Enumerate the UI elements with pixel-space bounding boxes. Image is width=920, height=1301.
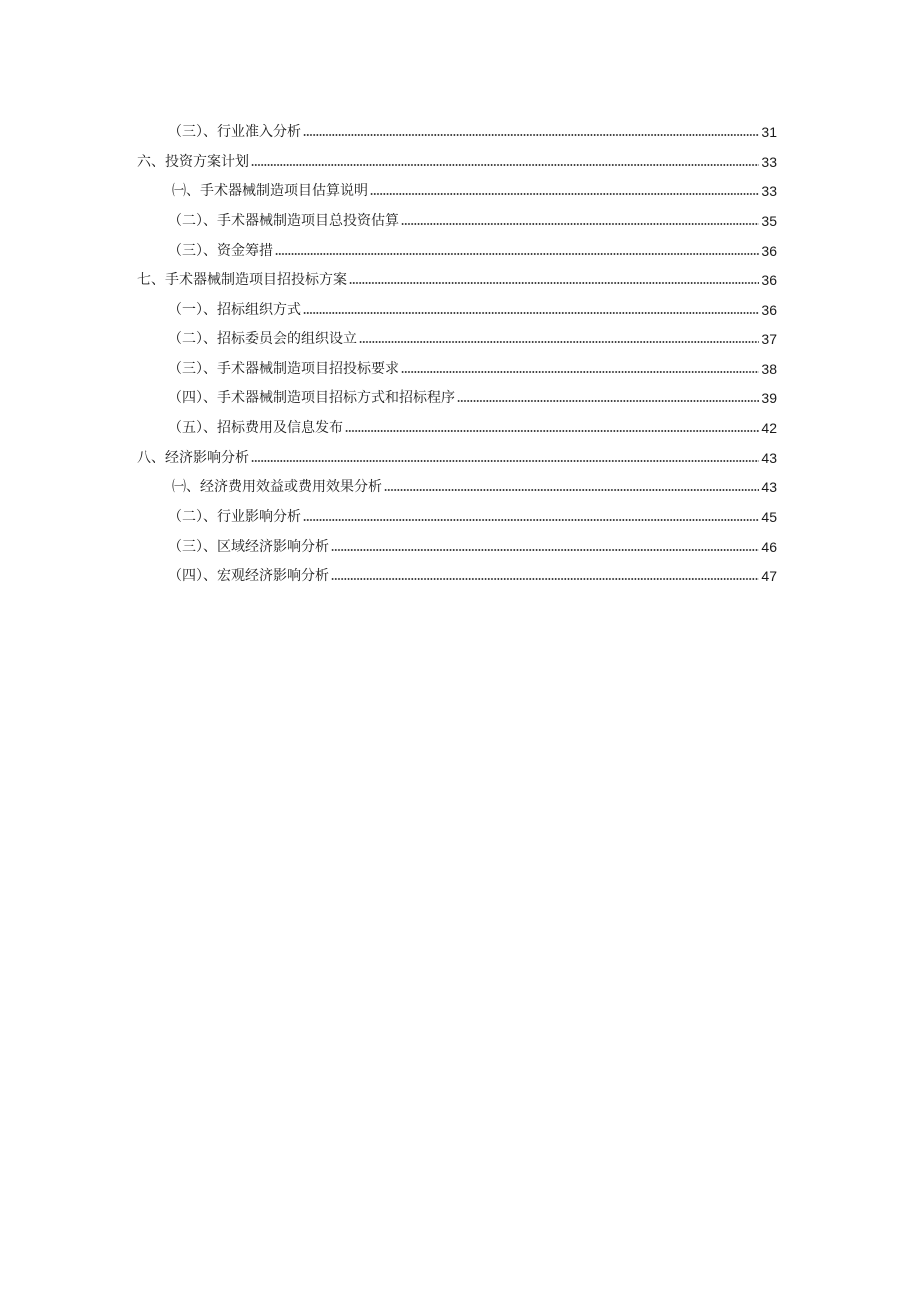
toc-entry-page: 35 (761, 213, 777, 229)
toc-leader-dots (251, 459, 759, 463)
toc-entry-title: （二）、招标委员会的组织设立 (168, 331, 357, 347)
toc-entry-page: 36 (761, 302, 777, 318)
toc-entry-page: 31 (761, 124, 777, 140)
toc-entry[interactable] (168, 238, 777, 260)
toc-leader-dots (331, 577, 759, 581)
toc-leader-dots (359, 340, 759, 344)
toc-entry-page: 45 (761, 509, 777, 525)
toc-entry-title: （二）、行业影响分析 (168, 509, 301, 525)
toc-leader-dots (303, 133, 759, 137)
toc-entry-page: 36 (761, 272, 777, 288)
toc-entry-title: （三）、手术器械制造项目招投标要求 (168, 361, 399, 377)
toc-entry[interactable] (137, 267, 777, 289)
toc-leader-dots (251, 163, 759, 167)
toc-leader-dots (370, 192, 759, 196)
toc-entry-title: （五）、招标费用及信息发布 (168, 420, 343, 436)
toc-entry-title: （二）、手术器械制造项目总投资估算 (168, 213, 399, 229)
toc-entry[interactable] (168, 119, 777, 141)
toc-entry-title: （三）、资金筹措 (168, 243, 273, 259)
toc-leader-dots (384, 488, 759, 492)
toc-entry-title: （三）、行业准入分析 (168, 124, 301, 140)
toc-entry[interactable] (137, 445, 777, 467)
toc-leader-dots (401, 222, 759, 226)
toc-leader-dots (401, 370, 759, 374)
toc-entry-title: （四）、手术器械制造项目招标方式和招标程序 (168, 390, 455, 406)
toc-entry[interactable] (172, 178, 777, 200)
toc-entry-page: 43 (761, 479, 777, 495)
toc-entry[interactable] (137, 149, 777, 171)
toc-entry-page: 36 (761, 243, 777, 259)
toc-entry-title: ㈠、手术器械制造项目估算说明 (172, 183, 368, 199)
toc-entry[interactable] (168, 534, 777, 556)
toc-entry-title: ㈠、经济费用效益或费用效果分析 (172, 479, 382, 495)
toc-leader-dots (303, 518, 759, 522)
toc-entry[interactable] (168, 326, 777, 348)
toc-leader-dots (457, 399, 759, 403)
toc-entry[interactable] (168, 385, 777, 407)
toc-entry[interactable] (168, 356, 777, 378)
toc-leader-dots (303, 311, 759, 315)
toc-entry-page: 33 (761, 154, 777, 170)
toc-entry-title: 六、投资方案计划 (137, 154, 249, 170)
toc-entry[interactable] (168, 415, 777, 437)
toc-entry-page: 38 (761, 361, 777, 377)
toc-entry-page: 37 (761, 331, 777, 347)
toc-leader-dots (331, 548, 759, 552)
toc-entry-title: （三）、区域经济影响分析 (168, 539, 329, 555)
toc-leader-dots (275, 252, 759, 256)
toc-entry-page: 33 (761, 183, 777, 199)
toc-entry-title: 八、经济影响分析 (137, 450, 249, 466)
toc-entry-page: 47 (761, 568, 777, 584)
toc-entry-page: 42 (761, 420, 777, 436)
toc-entry[interactable] (168, 297, 777, 319)
toc-leader-dots (345, 429, 759, 433)
toc-entry-title: （一）、招标组织方式 (168, 302, 301, 318)
toc-entry-title: 七、手术器械制造项目招投标方案 (137, 272, 347, 288)
toc-entry[interactable] (168, 208, 777, 230)
toc-entry-title: （四）、宏观经济影响分析 (168, 568, 329, 584)
toc-leader-dots (349, 281, 759, 285)
toc-entry[interactable] (168, 563, 777, 585)
toc-entry[interactable] (172, 474, 777, 496)
toc-entry-page: 43 (761, 450, 777, 466)
toc-entry-page: 46 (761, 539, 777, 555)
toc-entry-page: 39 (761, 390, 777, 406)
toc-entry[interactable] (168, 504, 777, 526)
